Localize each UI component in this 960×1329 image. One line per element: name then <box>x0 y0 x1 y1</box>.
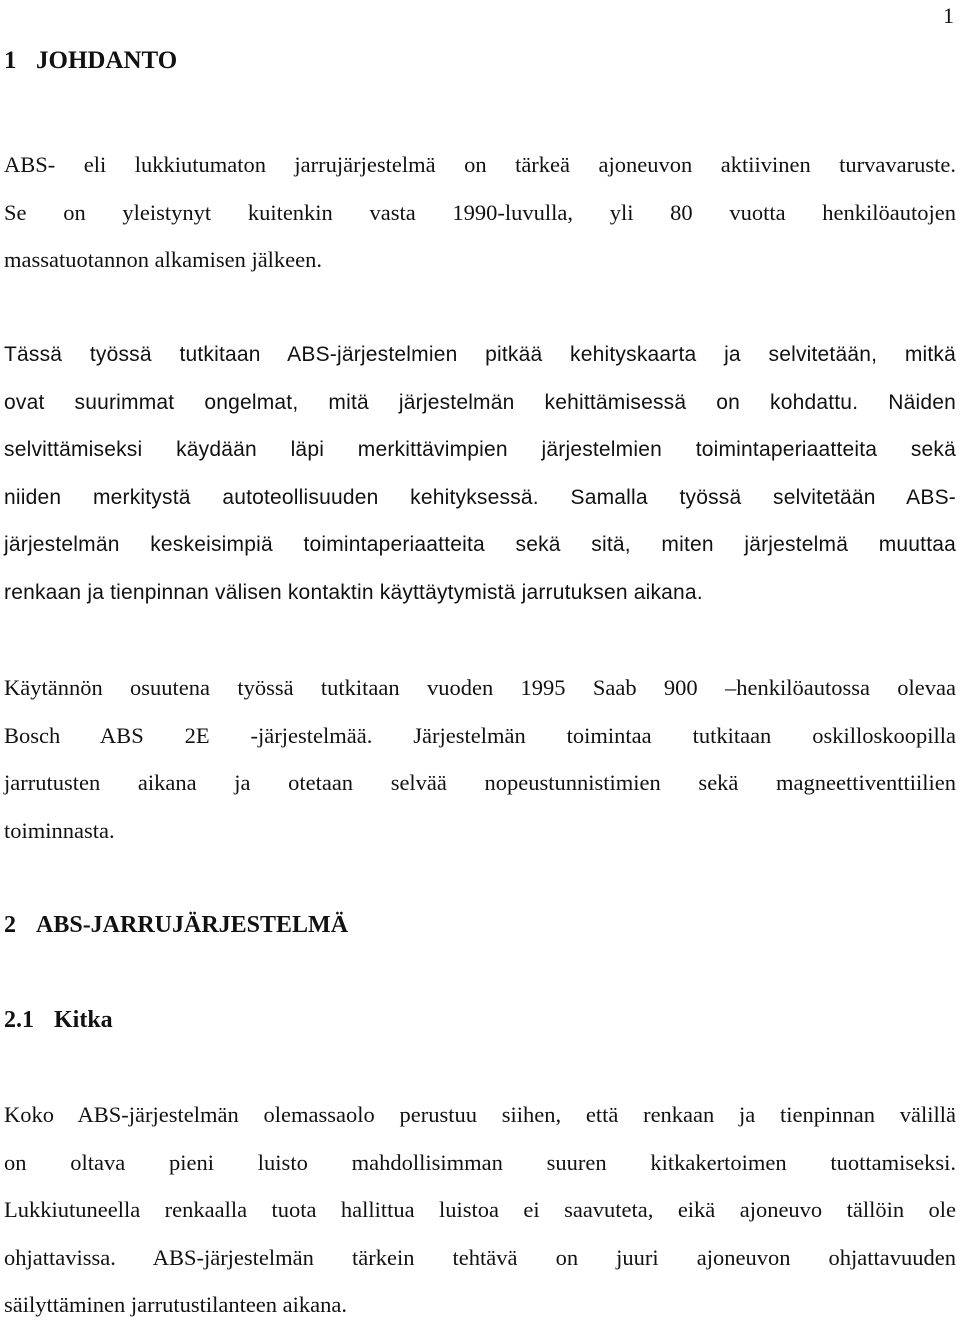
paragraph-intro <box>4 141 956 284</box>
text-line: Koko ABS-järjestelmän olemassaolo perustuu siihen, että renkaan ja tienpinnan välillä <box>4 1102 956 1127</box>
text-line: on oltava pieni luisto mahdollisimman suuren kitkakertoimen tuottamiseksi. <box>4 1149 956 1175</box>
heading-number: 2.1 <box>4 1007 34 1033</box>
text-line: selvittämiseksi käydään läpi merkittävimpien järjestelmien toimintaperiaatteita sekä <box>4 438 956 461</box>
heading-johdanto <box>4 46 177 76</box>
text-line: ovat suurimmat ongelmat, mitä järjestelmän kehittämisessä on kohdattu. Näiden <box>4 390 956 414</box>
text-line: toiminnasta. <box>4 817 115 843</box>
heading-number: 1 <box>4 47 17 74</box>
heading-kitka <box>4 1005 113 1035</box>
heading-title: JOHDANTO <box>36 47 178 74</box>
text-line: ABS- eli lukkiutumaton jarrujärjestelmä on tärkeä ajoneuvon aktiivinen turvavaruste. <box>4 152 956 177</box>
text-line: järjestelmän keskeisimpiä toimintaperiaatteita sekä sitä, miten järjestelmä muuttaa <box>4 533 956 556</box>
paragraph-scope <box>4 331 956 616</box>
paragraph-kitka <box>4 1091 956 1329</box>
text-line: renkaan ja tienpinnan välisen kontaktin käyttäytymistä jarrutuksen aikana. <box>4 580 703 604</box>
text-line: Käytännön osuutena työssä tutkitaan vuoden 1995 Saab 900 –henkilöautossa olevaa <box>4 675 956 700</box>
text-line: Se on yleistynyt kuitenkin vasta 1990-luvulla, yli 80 vuotta henkilöautojen <box>4 199 956 225</box>
heading-title: ABS-JARRUJÄRJESTELMÄ <box>36 912 349 938</box>
heading-number: 2 <box>4 912 16 938</box>
page-number: 1 <box>943 3 954 28</box>
text-line: Bosch ABS 2E -järjestelmää. Järjestelmän toimintaa tutkitaan oskilloskoopilla <box>4 722 956 748</box>
heading-abs-jarrujarjestelma <box>4 910 348 940</box>
text-line: ohjattavissa. ABS-järjestelmän tärkein tehtävä on juuri ajoneuvon ohjattavuuden <box>4 1244 956 1270</box>
paragraph-practical <box>4 664 956 854</box>
heading-title: Kitka <box>54 1007 113 1033</box>
text-line: säilyttäminen jarrutustilanteen aikana. <box>4 1292 348 1317</box>
text-line: Tässä työssä tutkitaan ABS-järjestelmien pitkää kehityskaarta ja selvitetään, mitkä <box>4 343 956 366</box>
text-line: jarrutusten aikana ja otetaan selvää nopeustunnistimien sekä magneettiventtiilien <box>4 770 956 795</box>
text-line: niiden merkitystä autoteollisuuden kehityksessä. Samalla työssä selvitetään ABS- <box>4 485 956 509</box>
text-line: massatuotannon alkamisen jälkeen. <box>4 247 323 272</box>
text-line: Lukkiutuneella renkaalla tuota hallittua luistoa ei saavuteta, eikä ajoneuvo tällöin ole <box>4 1197 956 1222</box>
